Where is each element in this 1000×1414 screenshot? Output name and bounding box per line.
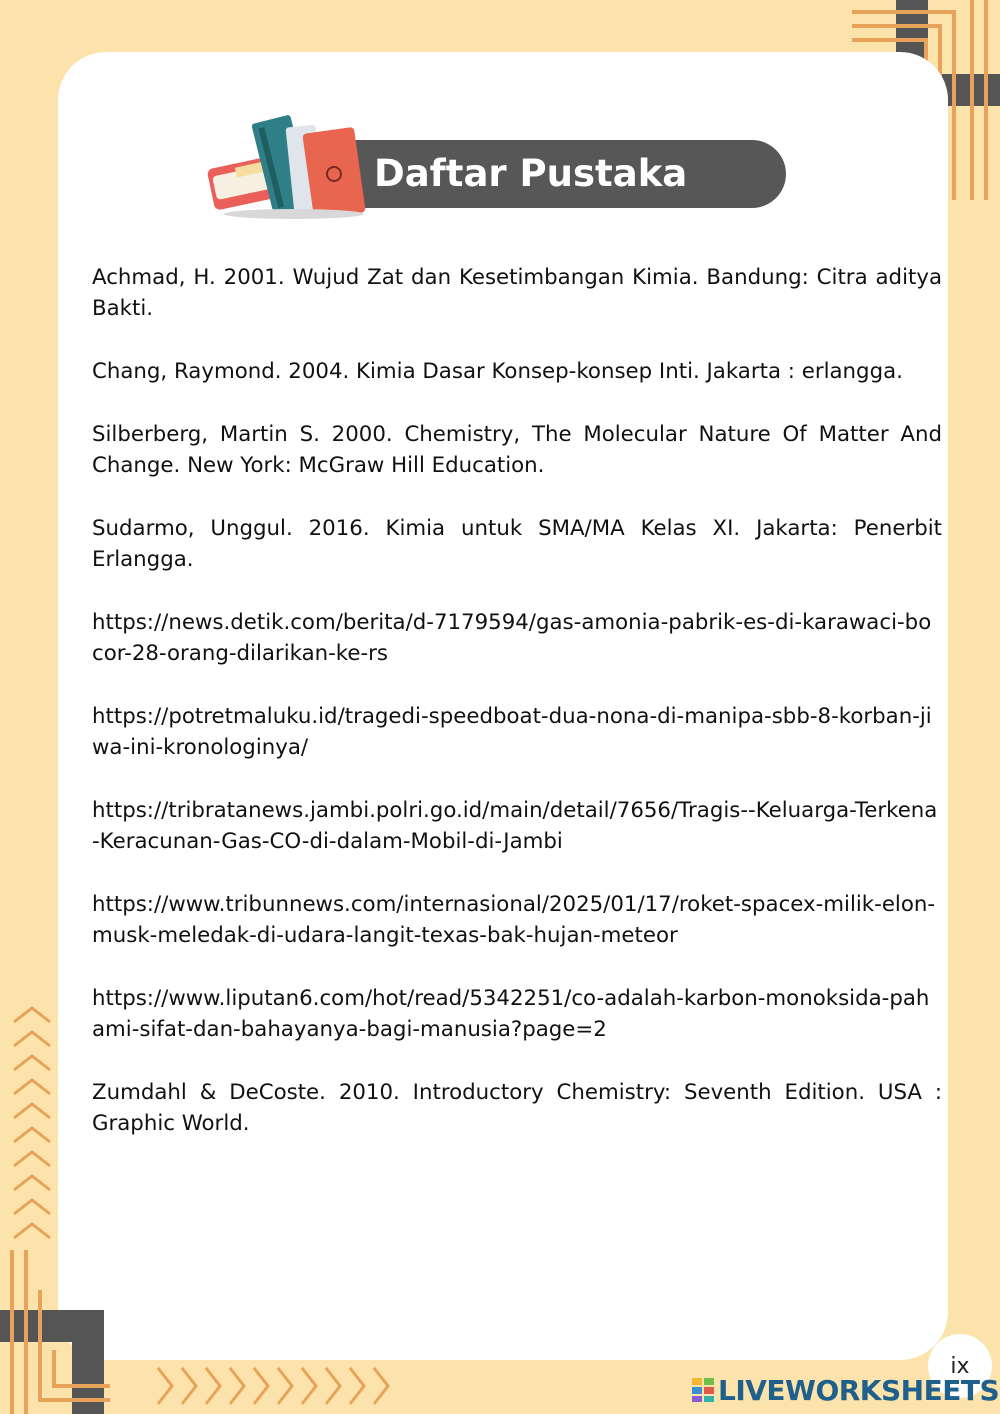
- reference-url: https://potretmaluku.id/tragedi-speedboat-dua-nona-di-manipa-sbb-8-korban-jiwa-ini-kronologinya/: [92, 704, 932, 760]
- page-title: Daftar Pustaka: [374, 152, 688, 195]
- reference-item: Silberberg, Martin S. 2000. Chemistry, The Molecular Nature Of Matter And Change. New York: McGraw Hill Education.: [92, 422, 942, 478]
- reference-url: https://www.liputan6.com/hot/read/5342251/co-adalah-karbon-monoksida-pahami-sifat-dan-bahayanya-bagi-manusia?page=2: [92, 986, 930, 1042]
- reference-item: Zumdahl & DeCoste. 2010. Introductory Chemistry: Seventh Edition. USA : Graphic World.: [92, 1080, 942, 1136]
- reference-item: Chang, Raymond. 2004. Kimia Dasar Konsep-konsep Inti. Jakarta : erlangga.: [92, 359, 903, 384]
- liveworksheets-brand[interactable]: [692, 1374, 999, 1406]
- chevron-row-bottom: [150, 1364, 390, 1408]
- reference-url: https://www.tribunnews.com/internasional/2025/01/17/roket-spacex-milik-elon-musk-meledak-di-udara-langit-texas-bak-hujan-meteor: [92, 892, 936, 948]
- reference-url: https://news.detik.com/berita/d-7179594/gas-amonia-pabrik-es-di-karawaci-bocor-28-orang-dilarikan-ke-rs: [92, 610, 932, 666]
- reference-item: Sudarmo, Unggul. 2016. Kimia untuk SMA/MA Kelas XI. Jakarta: Penerbit Erlangga.: [92, 516, 942, 572]
- liveworksheets-logo-icon: [692, 1378, 714, 1402]
- chevron-column-left: [10, 1000, 54, 1250]
- reference-item: Achmad, H. 2001. Wujud Zat dan Kesetimbangan Kimia. Bandung: Citra aditya Bakti.: [92, 265, 942, 321]
- reference-list: [92, 262, 942, 1171]
- page-number: ix: [950, 1354, 970, 1379]
- brand-name: LIVEWORKSHEETS: [718, 1373, 1000, 1407]
- corner-decoration-bottom-left: [0, 1250, 110, 1414]
- books-icon: [204, 108, 374, 220]
- reference-url: https://tribratanews.jambi.polri.go.id/main/detail/7656/Tragis--Keluarga-Terkena-Keracunan-Gas-CO-di-dalam-Mobil-di-Jambi: [92, 798, 938, 854]
